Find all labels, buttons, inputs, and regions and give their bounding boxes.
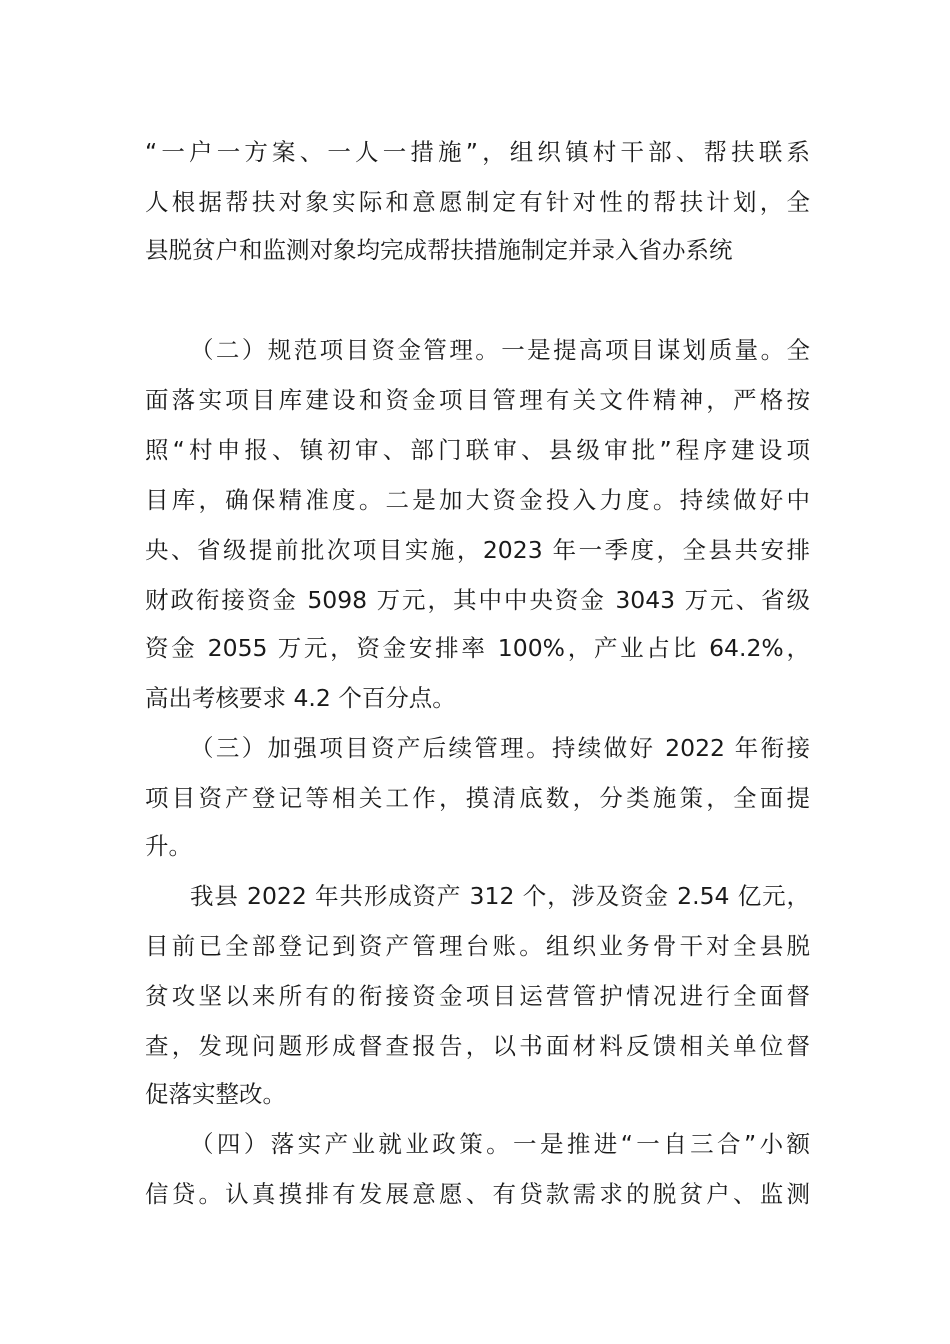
section-heading-4: （四）落实产业就业政策。一是推进“一自三合”小额 bbox=[190, 1130, 810, 1158]
text-line: 目前已全部登记到资产管理台账。组织业务骨干对全县脱 bbox=[145, 932, 810, 960]
text-line: 项目资产登记等相关工作，摸清底数，分类施策，全面提 bbox=[145, 784, 810, 812]
text-line: “一户一方案、一人一措施”，组织镇村干部、帮扶联系 bbox=[145, 138, 810, 166]
text-line: 央、省级提前批次项目实施，2023 年一季度，全县共安排 bbox=[145, 536, 810, 564]
text-line: 高出考核要求 4.2 个百分点。 bbox=[145, 684, 456, 712]
text-line: 面落实项目库建设和资金项目管理有关文件精神，严格按 bbox=[145, 386, 810, 414]
text-line: 县脱贫户和监测对象均完成帮扶措施制定并录入省办系统 bbox=[145, 236, 733, 264]
text-line: 信贷。认真摸排有发展意愿、有贷款需求的脱贫户、监测 bbox=[145, 1180, 810, 1208]
text-line: 人根据帮扶对象实际和意愿制定有针对性的帮扶计划，全 bbox=[145, 188, 810, 216]
paragraph-first-line: 我县 2022 年共形成资产 312 个，涉及资金 2.54 亿元， bbox=[190, 882, 810, 910]
text-line: 贫攻坚以来所有的衔接资金项目运营管护情况进行全面督 bbox=[145, 982, 810, 1010]
text-line: 财政衔接资金 5098 万元，其中中央资金 3043 万元、省级 bbox=[145, 586, 810, 614]
text-line: 照“村申报、镇初审、部门联审、县级审批”程序建设项 bbox=[145, 436, 810, 464]
section-heading-2: （二）规范项目资金管理。一是提高项目谋划质量。全 bbox=[190, 336, 810, 364]
text-line: 升。 bbox=[145, 832, 192, 860]
section-heading-3: （三）加强项目资产后续管理。持续做好 2022 年衔接 bbox=[190, 734, 810, 762]
text-line: 目库，确保精准度。二是加大资金投入力度。持续做好中 bbox=[145, 486, 810, 514]
text-line: 查，发现问题形成督查报告，以书面材料反馈相关单位督 bbox=[145, 1032, 810, 1060]
text-line: 促落实整改。 bbox=[145, 1080, 286, 1108]
text-line: 资金 2055 万元，资金安排率 100%，产业占比 64.2%， bbox=[145, 634, 810, 662]
